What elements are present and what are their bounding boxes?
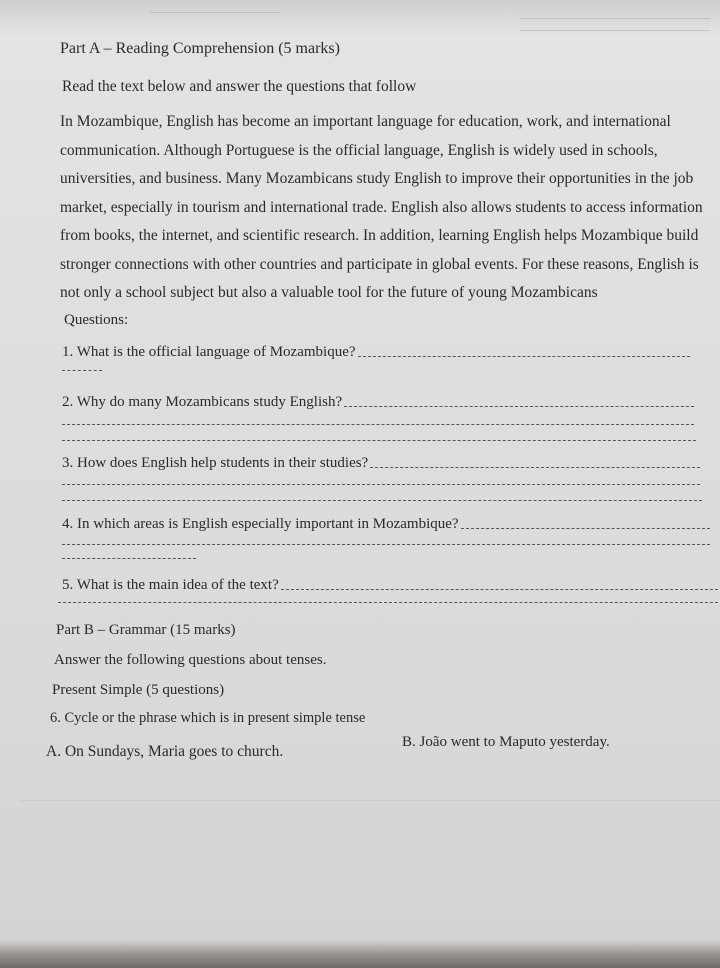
question-5 <box>62 577 718 594</box>
answer-line[interactable] <box>58 602 718 603</box>
faint-mark <box>520 18 710 19</box>
passage-line: universities, and business. Many Mozambicans study English to improve their opportunities in the job <box>60 170 694 188</box>
passage-line: not only a school subject but also a valuable tool for the future of young Mozambicans <box>60 284 598 302</box>
question-1-text: 1. What is the official language of Mozambique? <box>62 344 356 360</box>
question-1 <box>62 344 690 361</box>
question-2 <box>62 394 694 411</box>
option-b[interactable]: B. João went to Maputo yesterday. <box>402 734 610 750</box>
paper-bottom-edge <box>0 940 720 968</box>
part-a-title: Part A – Reading Comprehension (5 marks) <box>60 40 340 57</box>
answer-line[interactable] <box>62 558 196 559</box>
reading-passage <box>60 108 710 308</box>
passage-line: stronger connections with other countries and participate in global events. For these reasons, English is <box>60 255 699 273</box>
passage-line: market, especially in tourism and international trade. English also allows students to access information <box>60 198 703 216</box>
answer-line[interactable] <box>62 544 710 545</box>
question-3-text: 3. How does English help students in their studies? <box>62 455 369 471</box>
answer-line[interactable] <box>358 356 690 357</box>
passage-line: In Mozambique, English has become an important language for education, work, and international <box>60 113 671 131</box>
answer-line[interactable] <box>281 589 718 590</box>
faint-mark <box>150 12 280 13</box>
faint-mark <box>520 30 710 31</box>
option-a[interactable]: A. On Sundays, Maria goes to church. <box>46 743 284 760</box>
answer-line[interactable] <box>62 500 702 501</box>
questions-label: Questions: <box>64 312 129 328</box>
question-4 <box>62 516 710 533</box>
question-6: 6. Cycle or the phrase which is in present simple tense <box>50 710 366 726</box>
answer-line[interactable] <box>62 484 700 485</box>
question-2-text: 2. Why do many Mozambicans study English? <box>62 394 343 410</box>
present-simple-section: Present Simple (5 questions) <box>52 682 225 698</box>
passage-line: communication. Although Portuguese is the official language, English is widely used in schools, <box>60 141 658 159</box>
question-4-text: 4. In which areas is English especially important in Mozambique? <box>62 516 459 532</box>
answer-line[interactable] <box>62 440 696 441</box>
question-3 <box>62 455 700 472</box>
faint-crease <box>20 800 720 801</box>
answer-line[interactable] <box>461 528 710 529</box>
part-a-instruction: Read the text below and answer the questions that follow <box>62 78 417 95</box>
answer-line[interactable] <box>62 370 102 371</box>
part-b-title: Part B – Grammar (15 marks) <box>56 622 236 638</box>
passage-line: from books, the internet, and scientific research. In addition, learning English helps Mozambique build <box>60 227 699 245</box>
question-5-text: 5. What is the main idea of the text? <box>62 577 279 593</box>
answer-line[interactable] <box>344 406 694 407</box>
answer-line[interactable] <box>62 424 694 425</box>
answer-line[interactable] <box>370 467 700 468</box>
part-b-instruction: Answer the following questions about tenses. <box>54 652 327 668</box>
